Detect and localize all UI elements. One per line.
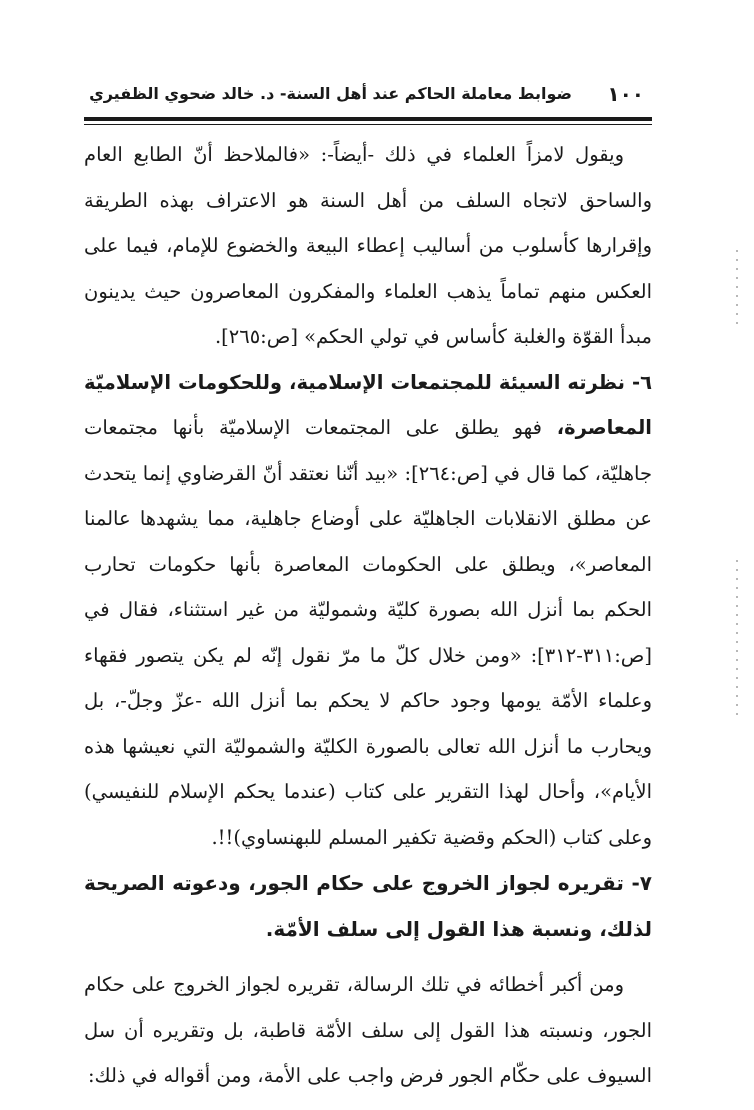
paragraph-point-6 <box>84 360 652 861</box>
header-rule-thin <box>84 124 652 125</box>
running-title: ضوابط معاملة الحاكم عند أهل السنة- د. خالد ضحوي الظفيري <box>89 84 572 103</box>
page-number: ١٠٠ <box>607 82 644 106</box>
page-header <box>84 82 654 112</box>
header-rule-thick <box>84 117 652 121</box>
scan-margin-marks-top <box>736 250 738 330</box>
scan-margin-marks-middle <box>736 560 738 720</box>
point-6-text: فهو يطلق على المجتمعات الإسلاميّة بأنها مجتمعات جاهليّة، كما قال في [ص:٢٦٤]: «بيد أنّنا نعتقد أنّ القرضاوي إنما يتحدث عن مطلق الانقلابات الجاهليّة على أوضاع جاهلية، مما يشهدها عالمنا المعاصر»، ويطلق على الحكومات المعاصرة بأنها حكومات تحارب الحكم بما أنزل الله بصورة كليّة وشموليّة من غير استثناء، فقال في [ص:٣١١-٣١٢]: «ومن خلال كلّ ما مرّ نقول إنّه لم يكن يتصور فقهاء وعلماء الأمّة يومها وجود حاكم لا يحكم بما أنزل الله -عزّ وجلّ-، بل ويحارب ما أنزل الله تعالى بالصورة الكليّة والشموليّة التي نعيشها هذه الأيام»، وأحال لهذا التقرير على كتاب (عندما يحكم الإسلام للنفيسي) وعلى كتاب (الحكم وقضية تكفير المسلم للبهنساوي)!!. <box>84 416 652 849</box>
point-7-heading: ٧- تقريره لجواز الخروج على حكام الجور، ودعوته الصريحة لذلك، ونسبة هذا القول إلى سلف الأمّة. <box>84 871 652 941</box>
paragraph-biggest-errors: ومن أكبر أخطائه في تلك الرسالة، تقريره لجواز الخروج على حكام الجور، ونسبته هذا القول إلى سلف الأمّة قاطبة، بل وتقريره أن سل السيوف على حكّام الجور فرض واجب على الأمة، ومن أقواله في ذلك: <box>84 973 652 1087</box>
point-6-heading: ٦- نظرته السيئة للمجتمعات الإسلامية، وللحكومات الإسلاميّة المعاصرة، <box>84 370 652 439</box>
page-body <box>84 132 652 1099</box>
paragraph-quote-ruling-by-force: ويقول لامزاً العلماء في ذلك -أيضاً-: «فالملاحظ أنّ الطابع العام والساحق لاتجاه السلف من أهل السنة هو الاعتراف بهذه الطريقة وإقرارها كأسلوب من أساليب إعطاء البيعة والخضوع للإمام، فيما على العكس منهم تماماً يذهب العلماء والمفكرون المعاصرون حيث يدينون مبدأ القوّة والغلبة كأساس في تولي الحكم» [ص:٢٦٥]. <box>84 143 652 348</box>
spacer <box>84 952 652 962</box>
